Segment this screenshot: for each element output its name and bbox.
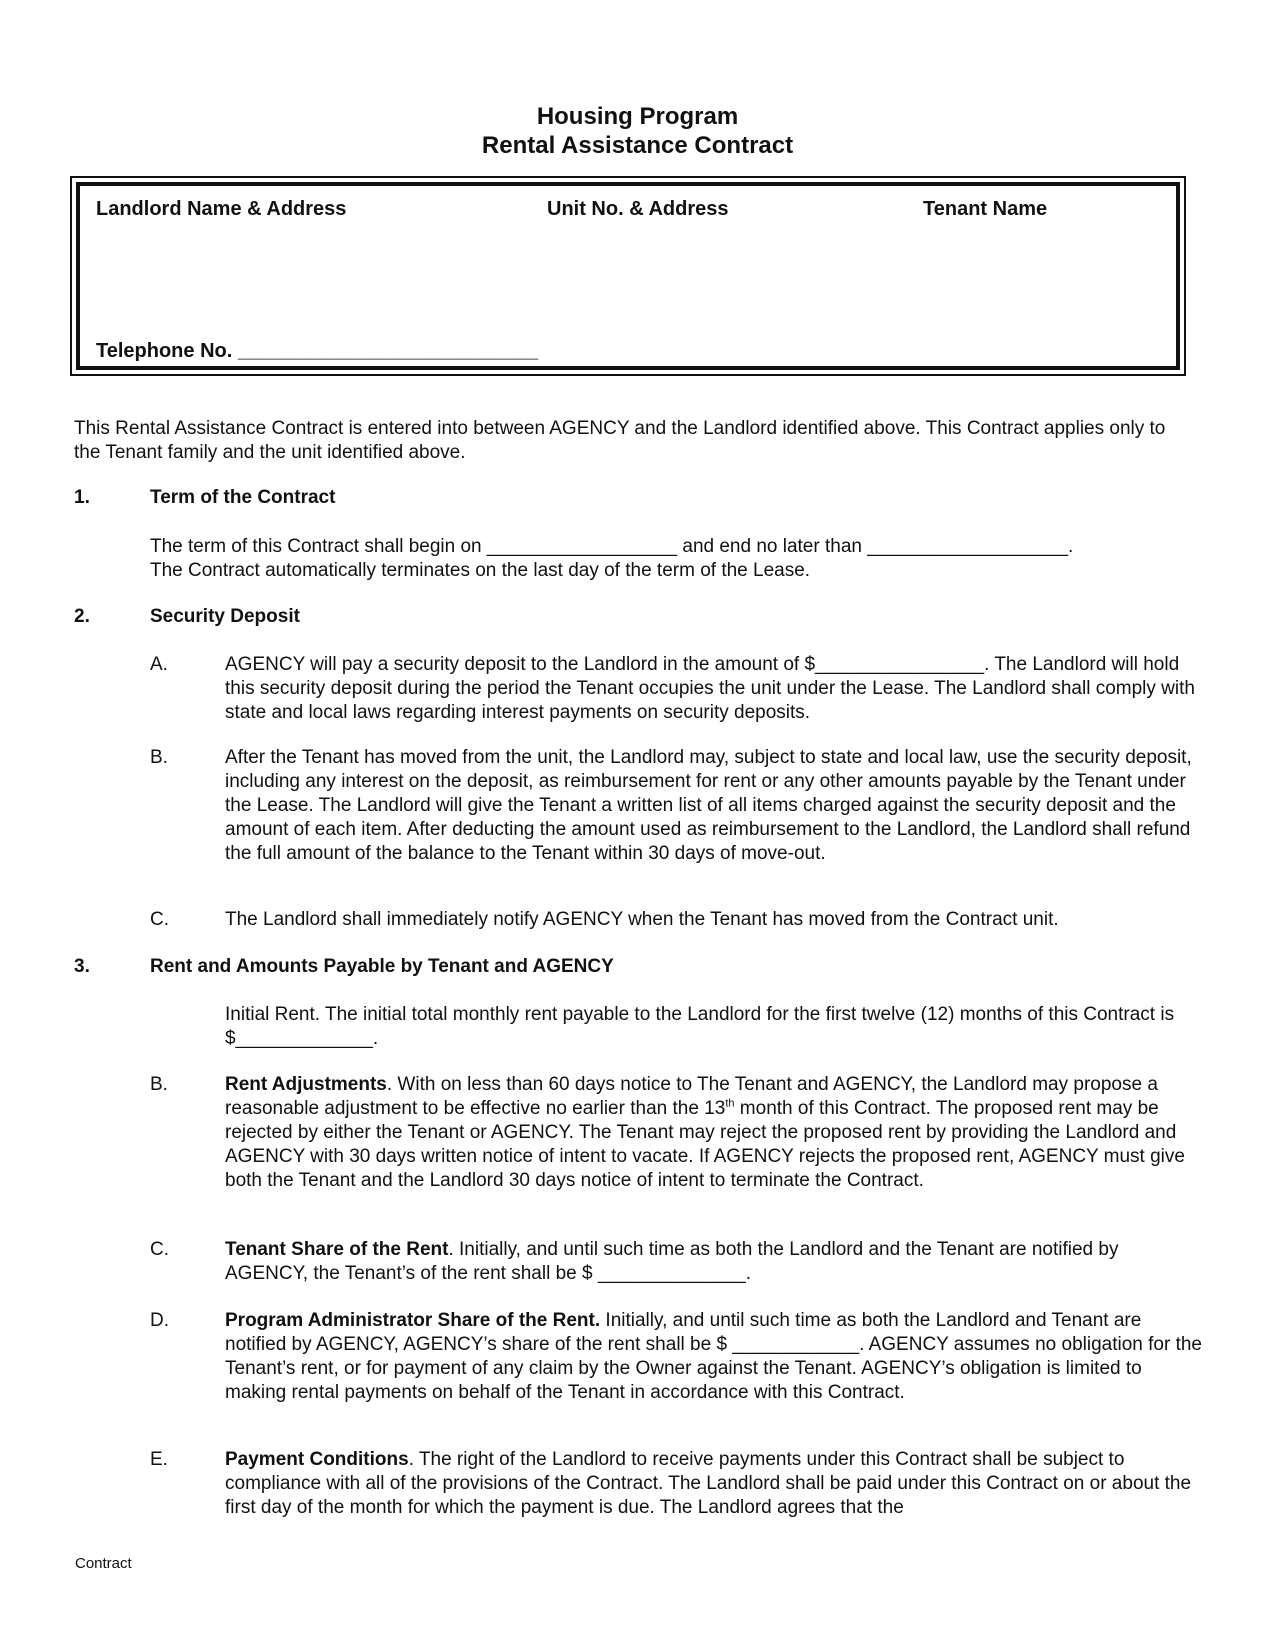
rent-adjustments-heading: Rent Adjustments <box>225 1074 387 1095</box>
section3-item-e-letter: E. <box>150 1449 168 1470</box>
section3-title: Rent and Amounts Payable by Tenant and AGENCY <box>150 956 614 977</box>
admin-share-text: Initially, and until such time as both the Landlord and Tenant are notified by AGENCY, AGENCY’s share of the rent shall be $ ____________. AGENCY assumes no obligation for the Tenant’s rent, or for payment of any claim by the Owner against the Tenant. AGENCY’s obligation is limited to making rental payments on behalf of the Tenant in accordance with this Contract. <box>225 1310 1202 1403</box>
section2-title: Security Deposit <box>150 606 300 627</box>
section2-number: 2. <box>74 606 90 627</box>
rent-adjustments-text-a: . With on less than 60 days notice to The Tenant and AGENCY, the Landlord may propose a reasonable adjustment to be effective no earlier than the 13 <box>225 1074 1158 1119</box>
section2-item-a-text: AGENCY will pay a security deposit to the Landlord in the amount of $________________. The Landlord will hold this security deposit during the period the Tenant occupies the unit under the Lease. The Landlord shall comply with state and local laws regarding interest payments on security deposits. <box>225 654 1195 723</box>
payment-conditions-heading: Payment Conditions <box>225 1449 409 1470</box>
section3-item-e-text <box>225 1448 1205 1520</box>
tenant-share-heading: Tenant Share of the Rent <box>225 1239 449 1260</box>
rent-adjustments-text-b: month of this Contract. The proposed rent may be rejected by either the Tenant or AGENCY. The Tenant may reject the proposed rent by providing the Landlord and AGENCY with 30 days written notice of intent to vacate. If AGENCY rejects the proposed rent, AGENCY must give both the Tenant and the Landlord 30 days notice of intent to terminate the Contract. <box>225 1098 1185 1191</box>
section3-item-d-letter: D. <box>150 1310 169 1331</box>
party-info-box <box>70 176 1186 376</box>
section1-text-line2: The Contract automatically terminates on the last day of the term of the Lease. <box>150 560 811 581</box>
section1-number: 1. <box>74 487 90 508</box>
party-info-box-inner <box>76 182 1180 370</box>
landlord-name-address-label: Landlord Name & Address <box>96 198 347 220</box>
admin-share-heading: Program Administrator Share of the Rent. <box>225 1310 601 1331</box>
section3-item-c-letter: C. <box>150 1239 169 1260</box>
section3-item-c-text <box>225 1238 1205 1286</box>
section1-text-line1: The term of this Contract shall begin on __________________ and end no later than ___________________. <box>150 536 1074 557</box>
page-footer: Contract <box>75 1555 132 1572</box>
section2-item-c-text: The Landlord shall immediately notify AGENCY when the Tenant has moved from the Contract unit. <box>225 909 1059 930</box>
section2-item-a-letter: A. <box>150 654 168 675</box>
section3-item-b-text <box>225 1073 1205 1193</box>
tenant-share-text: . Initially, and until such time as both the Landlord and the Tenant are notified by AGENCY, the Tenant’s of the rent shall be $ ______________. <box>225 1239 1119 1284</box>
section3-item-d-text <box>225 1309 1205 1405</box>
section3-number: 3. <box>74 956 90 977</box>
tenant-name-label: Tenant Name <box>923 198 1048 220</box>
unit-address-label: Unit No. & Address <box>547 198 729 220</box>
section2-item-b-text: After the Tenant has moved from the unit, the Landlord may, subject to state and local law, use the security deposit, including any interest on the deposit, as reimbursement for rent or any other amounts payable by the Tenant under the Lease. The Landlord will give the Tenant a written list of all items charged against the security deposit and the amount of each item. After deducting the amount used as reimbursement to the Landlord, the Landlord shall refund the full amount of the balance to the Tenant within 30 days of move-out. <box>225 747 1192 864</box>
payment-conditions-text: . The right of the Landlord to receive payments under this Contract shall be subject to compliance with all of the provisions of the Contract. The Landlord shall be paid under this Contract on or about the first day of the month for which the payment is due. The Landlord agrees that the <box>225 1449 1192 1518</box>
section3-item-b-letter: B. <box>150 1074 168 1095</box>
section3-initial-rent-text: Initial Rent. The initial total monthly rent payable to the Landlord for the first twelve (12) months of this Contract is $_____________. <box>225 1004 1175 1049</box>
telephone-field: Telephone No. ___________________________ <box>96 340 539 362</box>
ordinal-suffix: th <box>725 1097 735 1110</box>
intro-paragraph: This Rental Assistance Contract is entered into between AGENCY and the Landlord identified above. This Contract applies only to the Tenant family and the unit identified above. <box>74 418 1166 463</box>
document-title-line1: Housing Program <box>536 103 739 130</box>
section1-title: Term of the Contract <box>150 487 336 508</box>
section2-item-b-letter: B. <box>150 747 168 768</box>
document-title-line2: Rental Assistance Contract <box>481 132 794 159</box>
section2-item-c-letter: C. <box>150 909 169 930</box>
